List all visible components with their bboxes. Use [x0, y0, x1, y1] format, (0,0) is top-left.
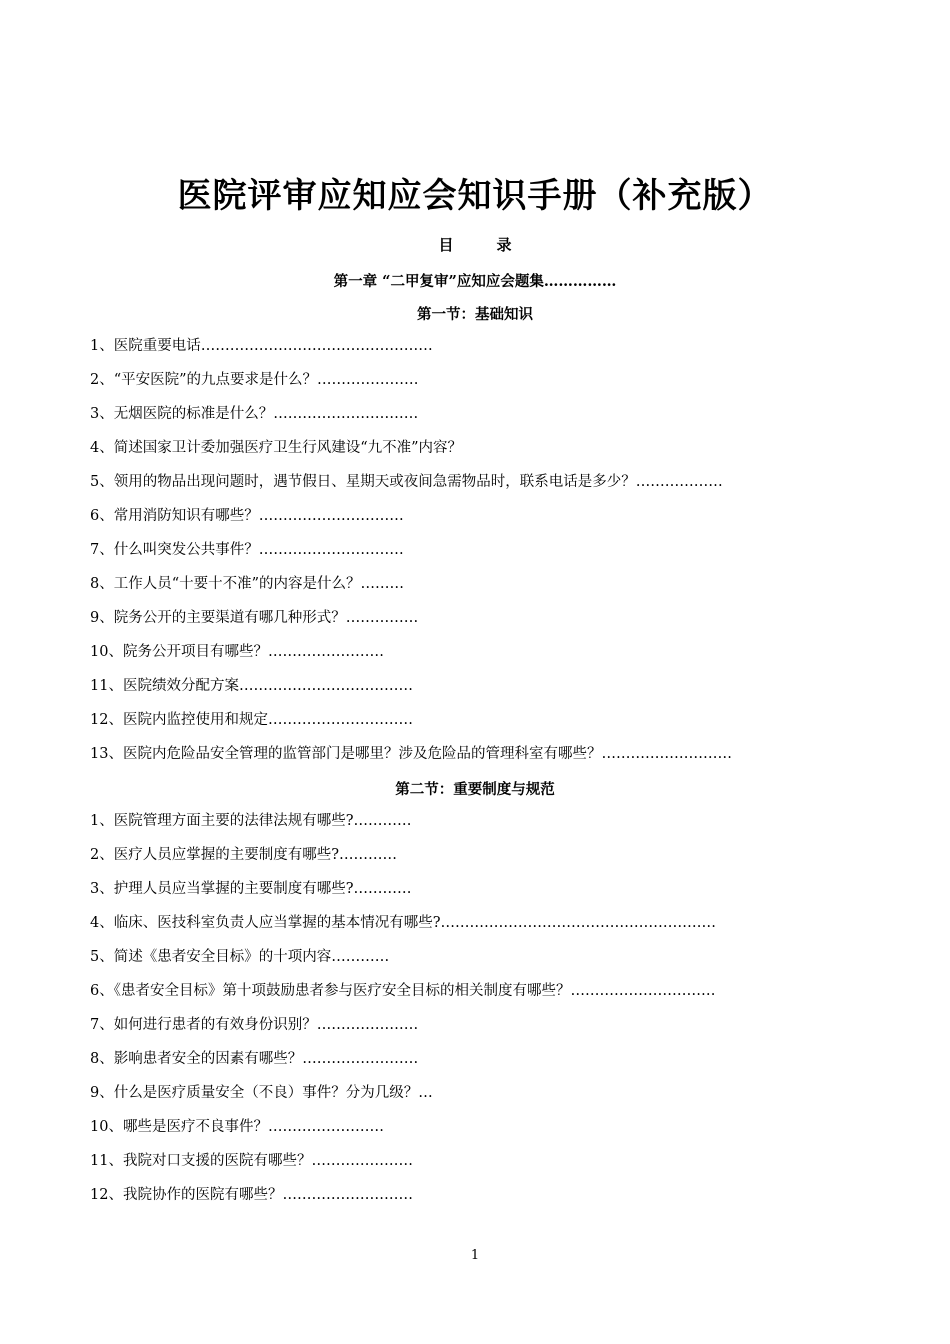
chapter-title: 第一章 “二甲复审”应知应会题集……………: [333, 273, 617, 290]
toc-item: 12、医院内监控使用和规定…………………………: [90, 712, 413, 728]
toc-item: 5、领用的物品出现问题时，遇节假日、星期天或夜间急需物品时，联系电话是多少？………………: [90, 474, 723, 490]
toc-item: 11、医院绩效分配方案………………………………: [90, 678, 413, 694]
toc-item: 9、什么是医疗质量安全（不良）事件？分为几级？…: [90, 1085, 433, 1101]
toc-item: 10、院务公开项目有哪些？……………………: [90, 644, 384, 660]
toc-list-section-1: [90, 336, 890, 778]
toc-list-section-2: [90, 811, 890, 1219]
toc-item: 6、《患者安全目标》第十项鼓励患者参与医疗安全目标的相关制度有哪些？…………………………: [90, 983, 716, 999]
toc-item: 1、医院重要电话…………………………………………: [90, 338, 433, 354]
toc-item: 11、我院对口支援的医院有哪些？…………………: [90, 1153, 413, 1169]
toc-item: 5、简述《患者安全目标》的十项内容…………: [90, 949, 390, 965]
toc-item: 4、简述国家卫计委加强医疗卫生行风建设“九不准”内容？: [90, 440, 463, 456]
section-title-basics: 第一节：基础知识: [417, 306, 533, 323]
toc-item: 2、医疗人员应掌握的主要制度有哪些?…………: [90, 847, 397, 863]
toc-item: 7、如何进行患者的有效身份识别？…………………: [90, 1017, 419, 1033]
toc-item: 3、护理人员应当掌握的主要制度有哪些?…………: [90, 881, 412, 897]
toc-item: 8、工作人员“十要十不准”的内容是什么？………: [90, 576, 405, 592]
toc-heading: 目 录: [438, 236, 526, 254]
toc-item: 10、哪些是医疗不良事件？……………………: [90, 1119, 384, 1135]
toc-item: 4、临床、医技科室负责人应当掌握的基本情况有哪些?…………………………………………………: [90, 915, 716, 931]
toc-item: 3、无烟医院的标准是什么？…………………………: [90, 406, 419, 422]
toc-item: 9、院务公开的主要渠道有哪几种形式？……………: [90, 610, 419, 626]
page-number: 1: [470, 1248, 480, 1263]
toc-item: 12、我院协作的医院有哪些？………………………: [90, 1187, 413, 1203]
toc-item: 1、医院管理方面主要的法律法规有哪些?…………: [90, 813, 412, 829]
toc-item: 8、影响患者安全的因素有哪些？……………………: [90, 1051, 419, 1067]
toc-item: 7、什么叫突发公共事件？…………………………: [90, 542, 404, 558]
toc-item: 6、常用消防知识有哪些？…………………………: [90, 508, 404, 524]
section-title-regulations: 第二节：重要制度与规范: [395, 781, 555, 798]
document-title: 医院评审应知应会知识手册（补充版）: [177, 176, 773, 216]
toc-item: 13、医院内危险品安全管理的监管部门是哪里？涉及危险品的管理科室有哪些？………………………: [90, 746, 732, 762]
toc-item: 2、“平安医院”的九点要求是什么？…………………: [90, 372, 419, 388]
